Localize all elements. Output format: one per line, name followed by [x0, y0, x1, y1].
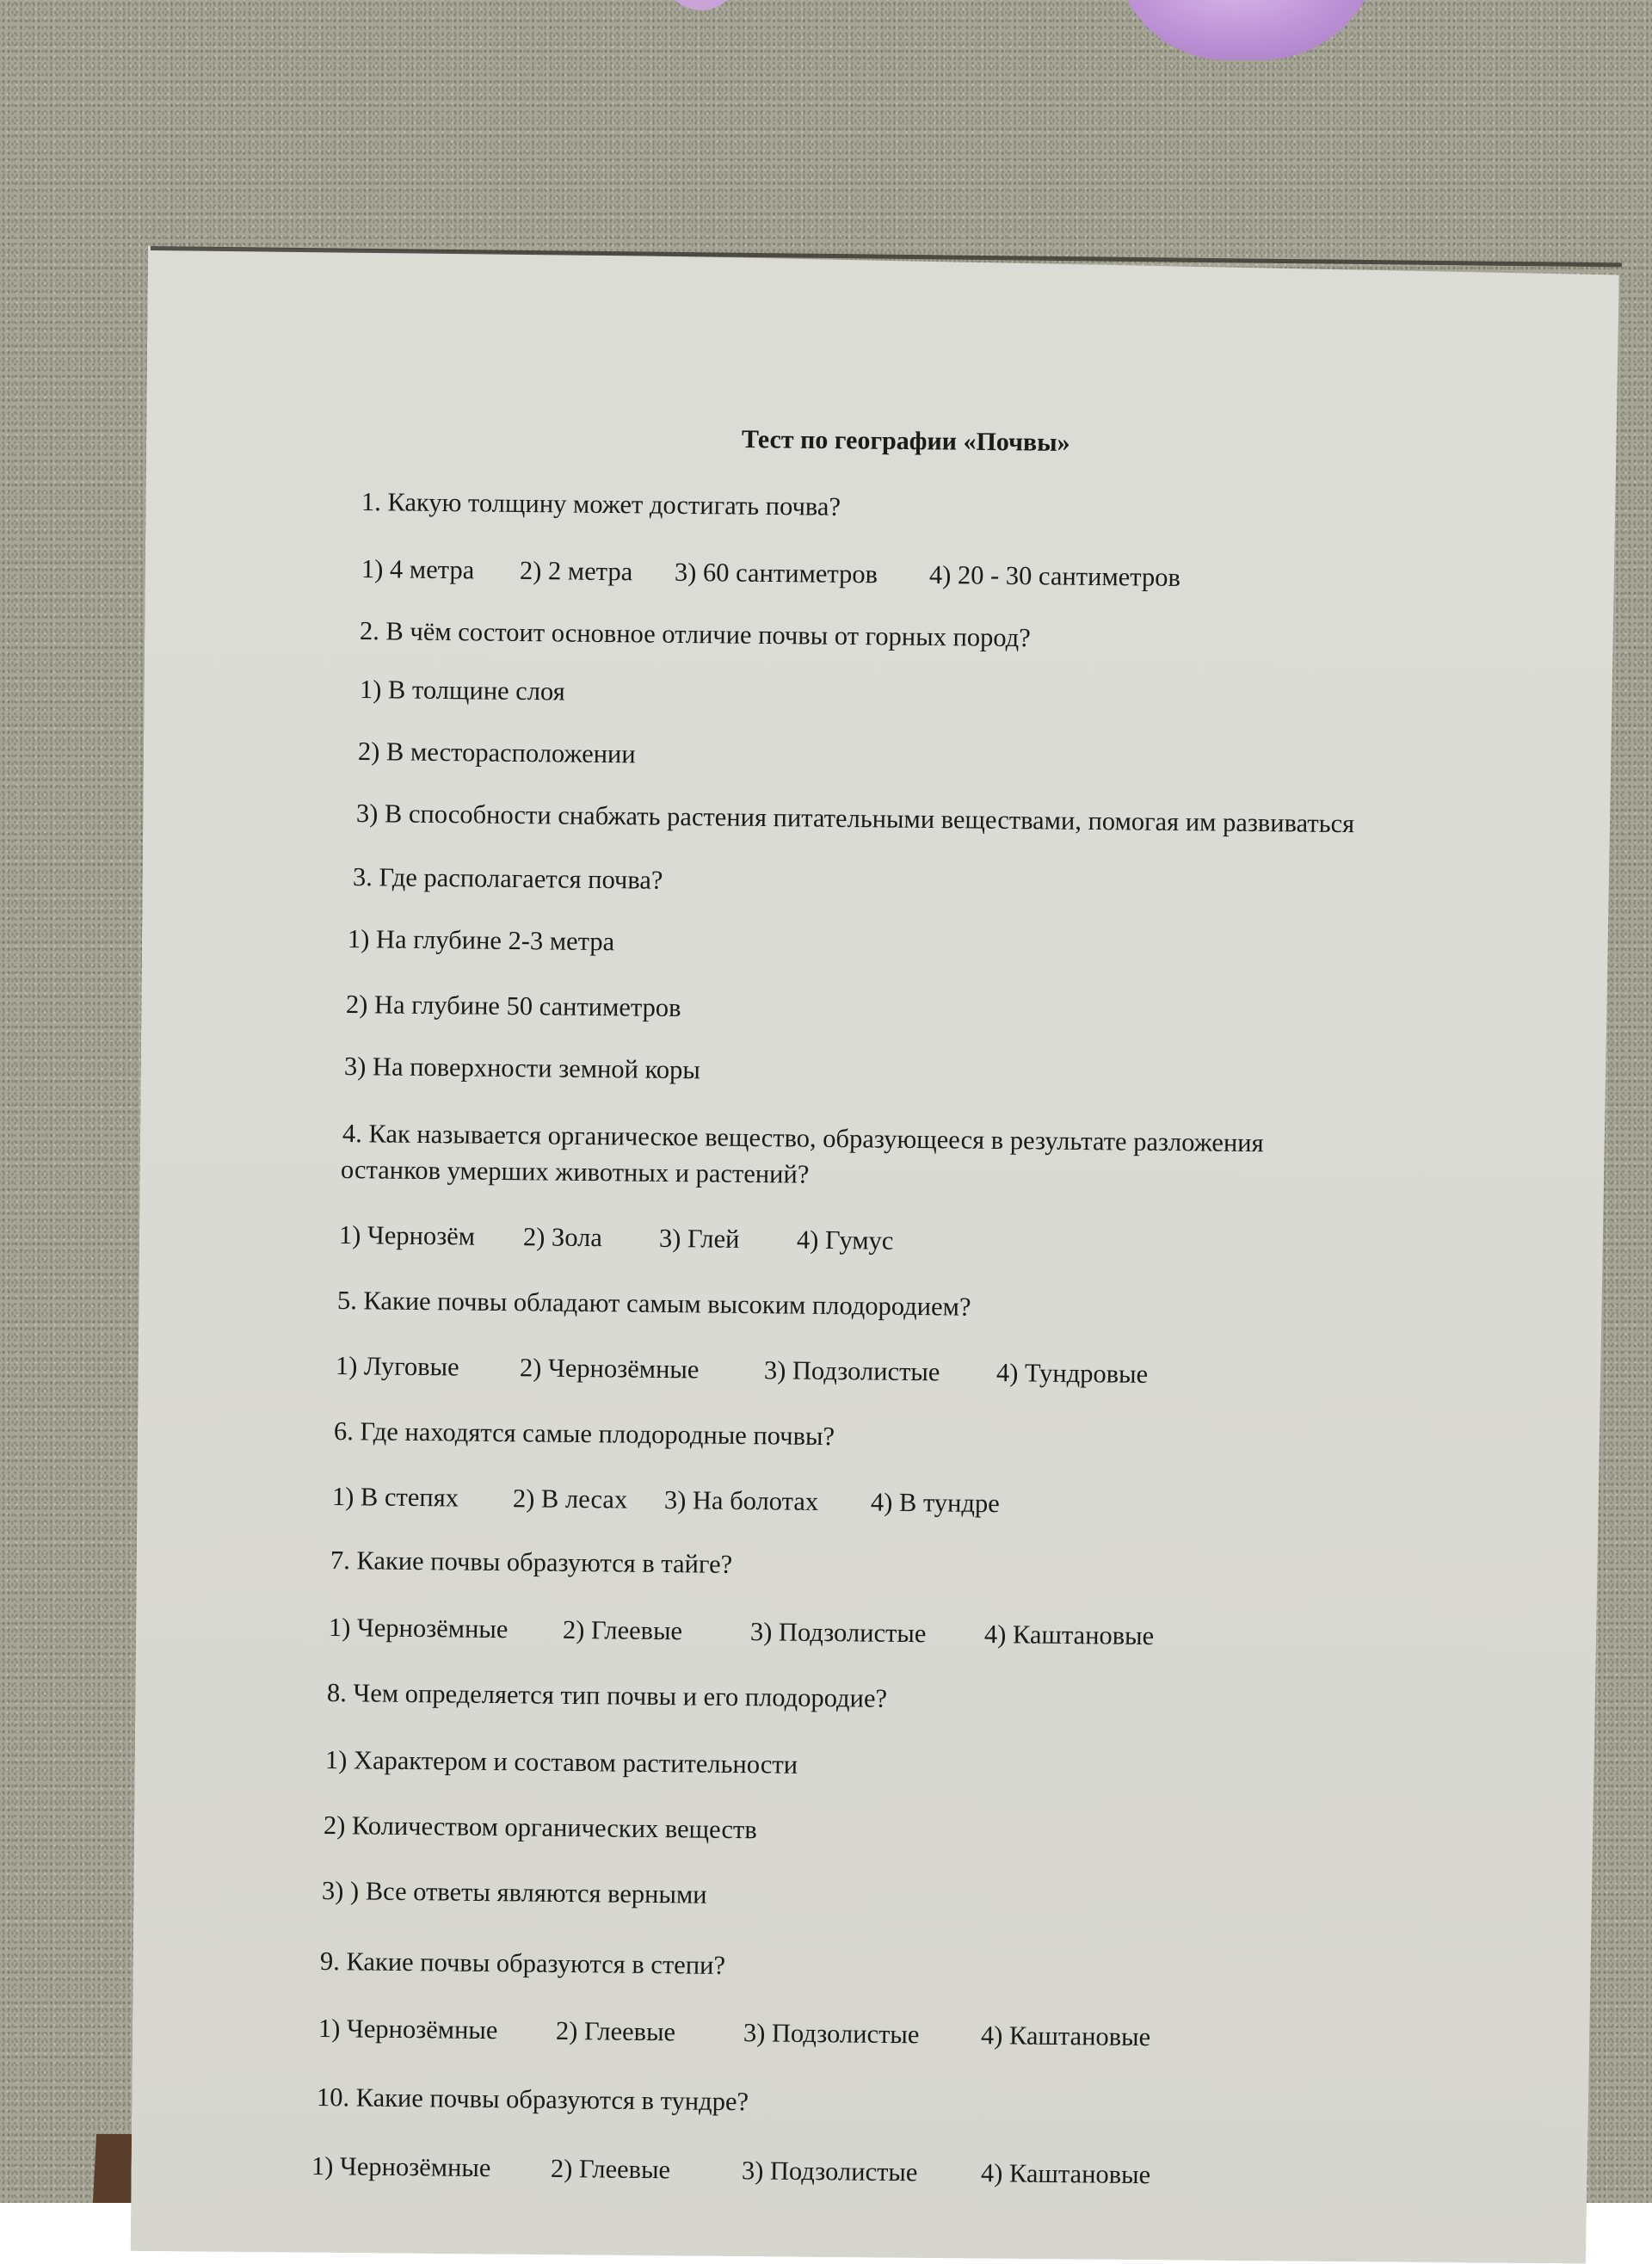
- option: 4) Гумус: [796, 1225, 894, 1255]
- question-6: 6. Где находятся самые плодородные почвы?: [333, 1416, 835, 1452]
- option: 1) Луговые: [335, 1351, 459, 1382]
- question-1-options: [361, 554, 1180, 592]
- question-8: 8. Чем определяется тип почвы и его плодородие?: [326, 1678, 888, 1713]
- question-3: 3. Где располагается почва?: [352, 862, 663, 895]
- option: 1) 4 метра: [361, 554, 475, 585]
- option: 3) Подзолистые: [741, 2156, 918, 2187]
- question-10-options: [311, 2151, 1151, 2189]
- option: 1) Чернозём: [338, 1220, 476, 1251]
- option: 3) На болотах: [663, 1485, 819, 1516]
- option: 4) Каштановые: [983, 1619, 1155, 1651]
- option: 3) Подзолистые: [749, 1617, 927, 1649]
- question-4-options: [339, 1220, 894, 1255]
- option: 1) В степях: [331, 1482, 459, 1513]
- option: 1) Чернозёмные: [328, 1613, 509, 1644]
- question-7-options: [329, 1613, 1155, 1650]
- option: 1) Чернозёмные: [317, 2014, 498, 2045]
- option: 4) В тундре: [870, 1487, 1000, 1519]
- option: 2) Чернозёмные: [519, 1353, 700, 1385]
- option: 3) Глей: [658, 1223, 740, 1254]
- option: 4) 20 - 30 сантиметров: [928, 559, 1181, 592]
- question-4-line-1: 4. Как называется органическое вещество, образующееся в результате разложения: [342, 1119, 1264, 1158]
- option: 2) 2 метра: [519, 555, 633, 587]
- option: 2) Глеевые: [550, 2153, 671, 2185]
- question-2-option-3: 3) В способности снабжать растения питательными веществами, помогая им развиваться: [355, 799, 1355, 839]
- question-9-options: [318, 2014, 1151, 2051]
- option: 1) Чернозёмные: [311, 2151, 491, 2183]
- question-5: 5. Какие почвы обладают самым высоким плодородием?: [336, 1286, 971, 1322]
- question-3-option-2: 2) На глубине 50 сантиметров: [345, 990, 681, 1023]
- question-2-option-1: 1) В толщине слоя: [359, 675, 565, 706]
- question-7: 7. Какие почвы образуются в тайге?: [330, 1545, 733, 1579]
- question-6-options: [332, 1482, 1000, 1518]
- option: 2) Глеевые: [562, 1614, 683, 1646]
- question-8-option-3: 3) ) Все ответы являются верными: [321, 1876, 707, 1909]
- question-5-options: [336, 1351, 1148, 1389]
- option: 4) Тундровые: [996, 1358, 1149, 1389]
- question-4-line-2: останков умерших животных и растений?: [340, 1155, 810, 1189]
- option: 3) Подзолистые: [743, 2018, 920, 2050]
- option: 3) Подзолистые: [763, 1355, 940, 1387]
- question-8-option-1: 1) Характером и составом растительности: [324, 1745, 798, 1780]
- question-1: 1. Какую толщину может достигать почва?: [361, 487, 841, 521]
- option: 2) Зола: [522, 1222, 603, 1253]
- option: 3) 60 сантиметров: [674, 557, 878, 589]
- option: 2) В лесах: [512, 1484, 628, 1514]
- option: 4) Каштановые: [980, 2020, 1151, 2052]
- option: 2) Глеевые: [555, 2015, 676, 2047]
- question-2-option-2: 2) В месторасположении: [357, 737, 636, 769]
- question-10: 10. Какие почвы образуются в тундре?: [316, 2082, 749, 2117]
- question-9: 9. Какие почвы образуются в степи?: [319, 1946, 726, 1980]
- question-2: 2. В чём состоит основное отличие почвы от горных пород?: [359, 616, 1031, 653]
- question-3-option-1: 1) На глубине 2-3 метра: [347, 924, 615, 957]
- option: 4) Каштановые: [980, 2158, 1151, 2190]
- page-title: Тест по географии «Почвы»: [741, 425, 1070, 457]
- question-8-option-2: 2) Количеством органических веществ: [323, 1811, 757, 1845]
- question-3-option-3: 3) На поверхности земной коры: [343, 1052, 701, 1085]
